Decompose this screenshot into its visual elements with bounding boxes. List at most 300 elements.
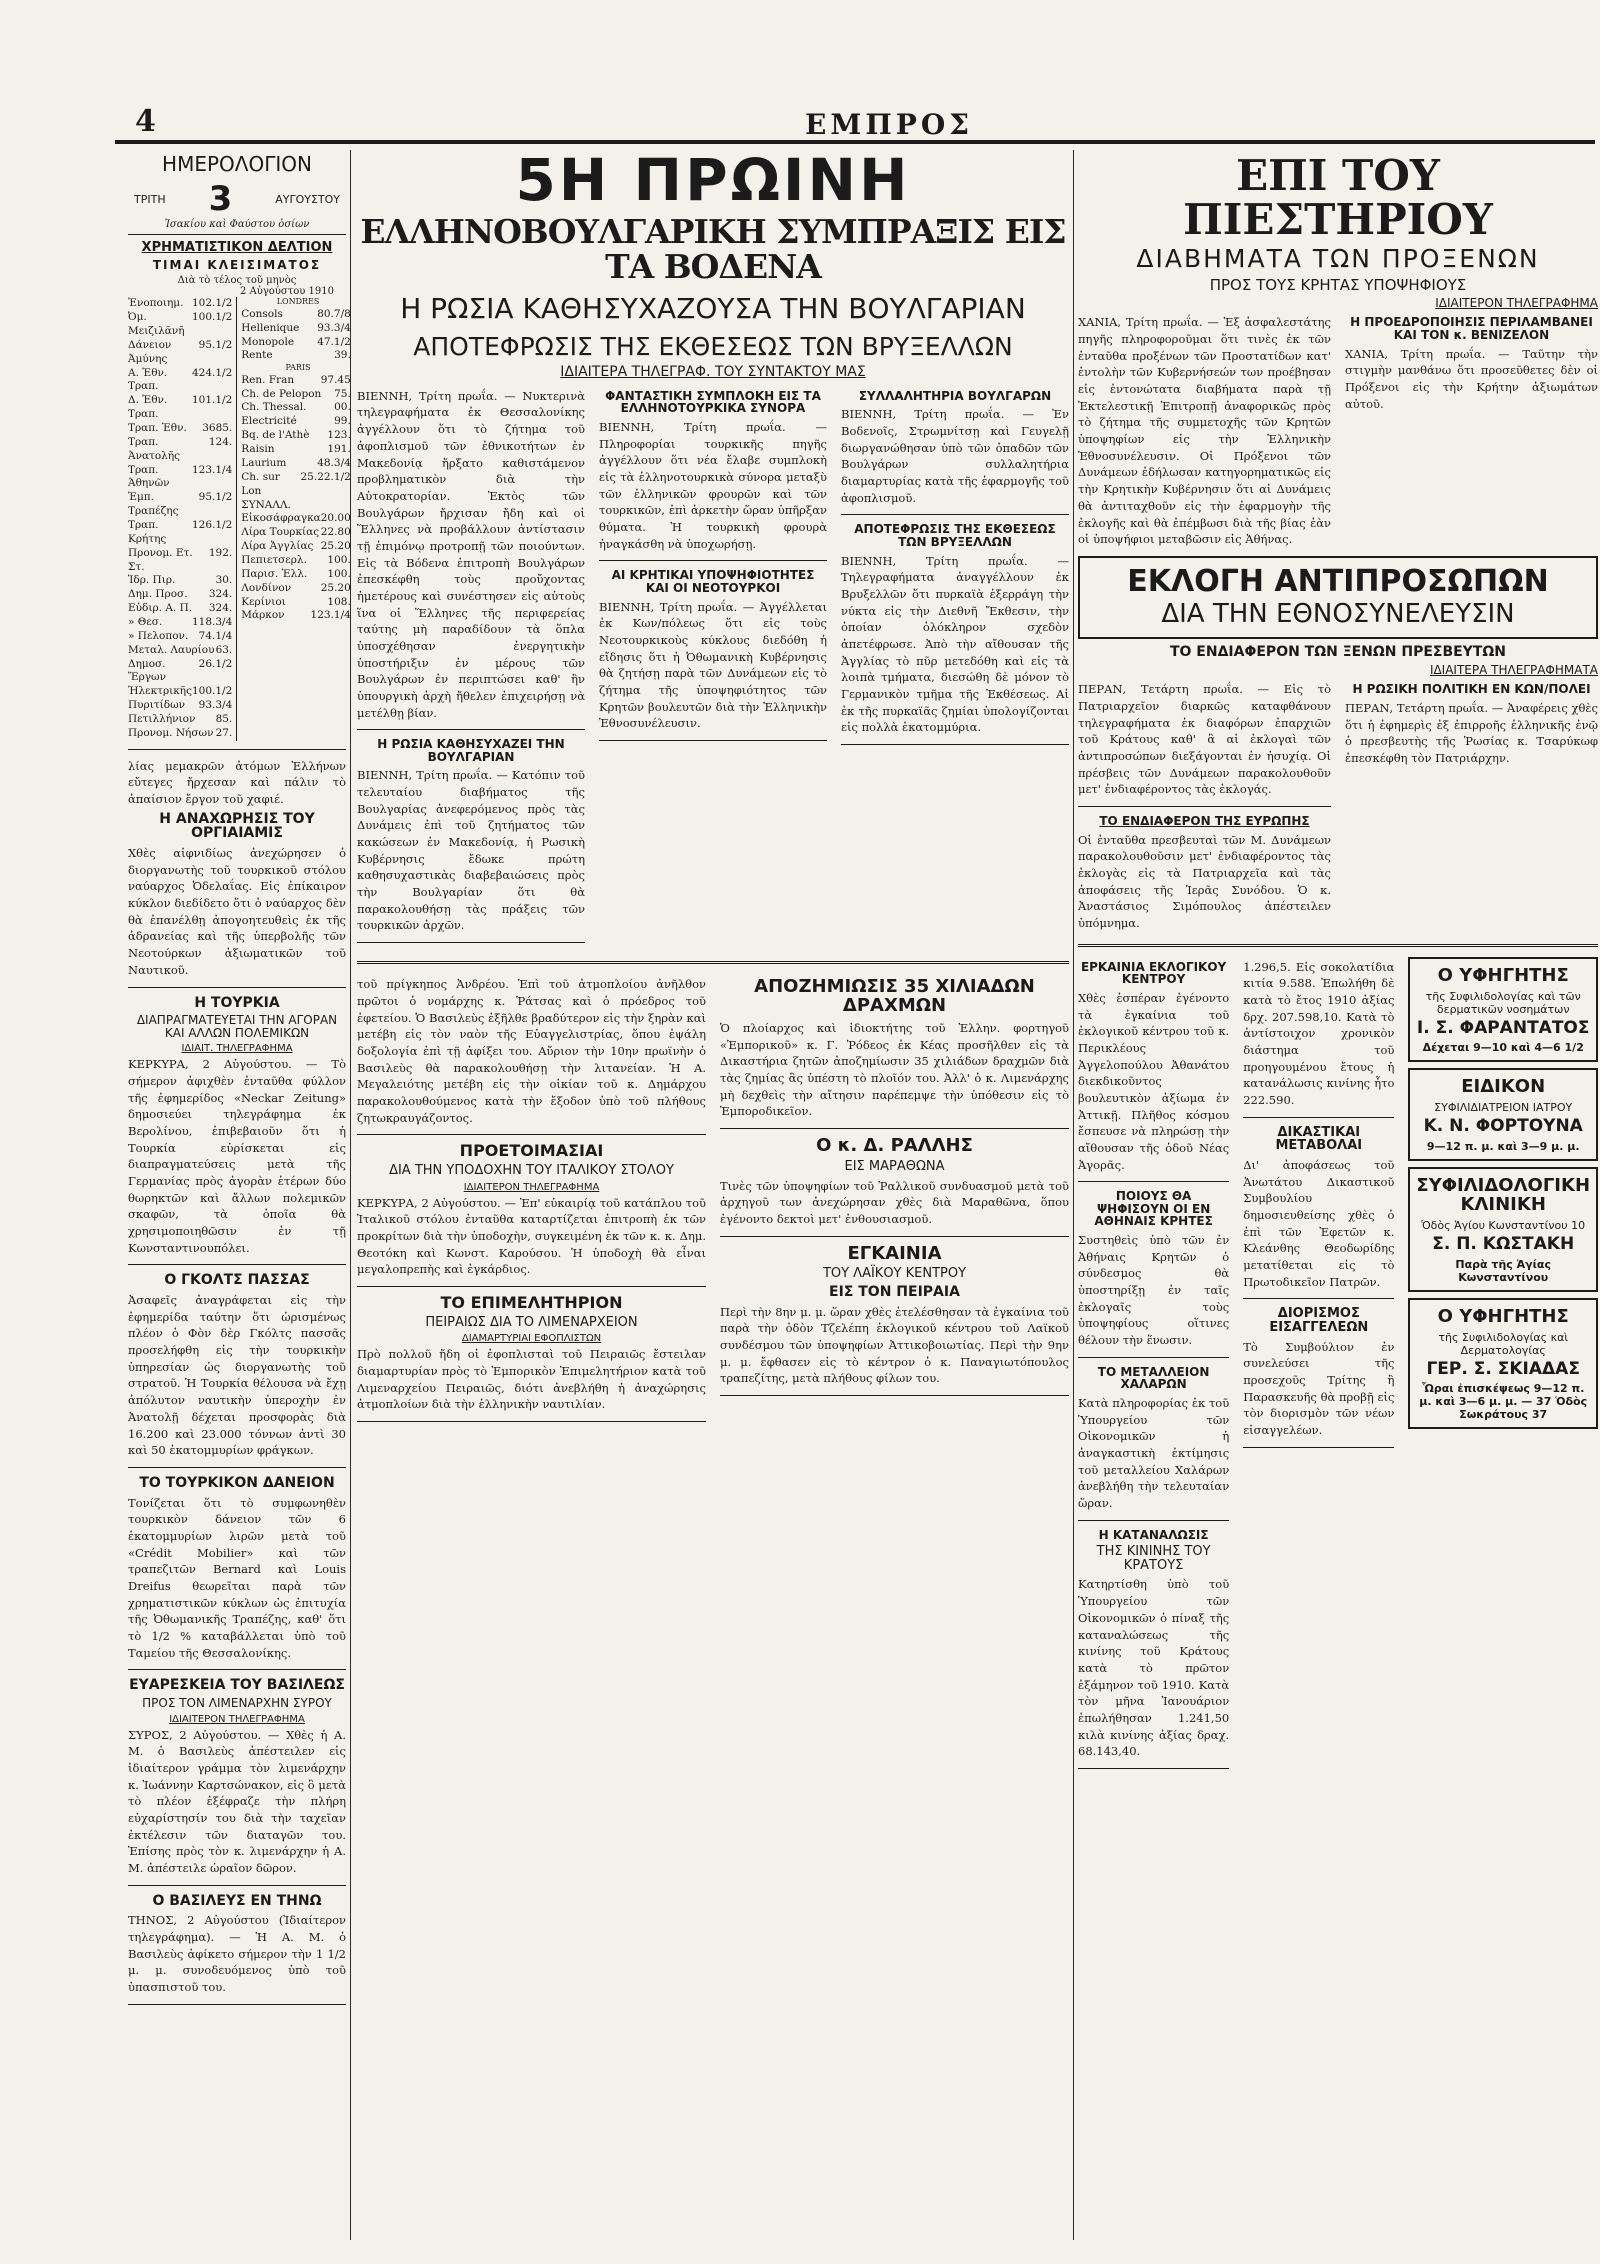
article-body: Περὶ τὴν 8ην μ. μ. ὥραν χθὲς ἐτελέσθησαν τὰ ἐγκαίνια τοῦ παρὰ τὴν ὁδὸν Τζελέπη ἐκλογικοῦ κέντρου τοῦ Λαϊκοῦ συνδέσμου τῶν ὑποψηφίων Ἀττικοβοιωτίας. Περὶ τὴν 9ην μ. μ. ἔφθασεν εἰς τὸ κέντρον ὁ κ. Παναγιωτόπουλος τραπεζίτης, μετὰ πλήθους φίλων του. [720, 1304, 1069, 1386]
article-divider [357, 729, 585, 730]
market-row [128, 630, 236, 644]
russia-body: ΠΕΡΑΝ, Τετάρτη πρωΐα. — Ἀναφέρεις χθὲς ὅτι ἡ ἐφημερὶς ἐξ ἐπιρροῆς ἑλληνικῆς ἐνῷ ὁ πρεσβευτὴς τῆς Ῥωσίας κ. Τσαρύκωφ ἐπεσκέφθη τὸν Πατριάρχην. [1345, 700, 1598, 765]
article-title: Η ΑΝΑΧΩΡΗΣΙΣ ΤΟΥ ΟΡΓΙΑΙΑΜΙΣ [159, 810, 315, 842]
london-label: LONDRES [276, 297, 320, 307]
market-value: 74.1/4 [198, 629, 233, 642]
article-body: ΒΙΕΝΝΗ, Τρίτη πρωΐα. — Πληροφορίαι τουρκικῆς πηγῆς ἀγγέλλουν ὅτι νέα ἔλαβε συμπλοκὴ εἰς τὰ ἑλληνοτουρκικὰ σύνορα μεταξὺ τῶν ἑλληνικῶν φρουρῶν καὶ τῶν τουρκικῶν, ἐπὶ ἀρκετὴν ὥραν ὑπῆρξαν θύματα. Ἡ τουρκικὴ φρουρὰ ἠναγκάσθη νὰ ὑποχωρήσῃ. [599, 420, 827, 551]
ad-name: Ι. Σ. ΦΑΡΑΝΤΑΤΟΣ [1416, 1017, 1590, 1038]
market-bulletin [128, 240, 351, 808]
headline-cretans: ΠΡΟΣ ΤΟΥΣ ΚΡΗΤΑΣ ΥΠΟΨΗΦΙΟΥΣ [1209, 276, 1467, 295]
article-subtitle: ΠΡΟΣ ΤΟΝ ΛΙΜΕΝΑΡΧΗΝ ΣΥΡΟΥ [142, 1695, 332, 1710]
ad-name: ΓΕΡ. Σ. ΣΚΙΑΔΑΣ [1426, 1358, 1580, 1379]
article-label: ΔΙΑΜΑΡΤΥΡΙΑΙ ΕΦΟΠΛΙΣΤΩΝ [461, 1333, 602, 1345]
market-row [241, 388, 355, 402]
article [357, 1295, 706, 1422]
article-subtitle: ΔΙΑ ΤΗΝ ΥΠΟΔΟΧΗΝ ΤΟΥ ΙΤΑΛΙΚΟΥ ΣΤΟΛΟΥ [389, 1163, 674, 1178]
market-row [241, 415, 355, 429]
market-row [241, 554, 355, 568]
article-body: 1.296,5. Εἰς σοκολατίδια κιτία 9.588. Ἐπωλήθη δὲ κατὰ τὸ ἔτος 1910 ἀξίας δρχ. 207.598,10. Κατὰ τὸ ἀντίστοιχον χρονικὸν διάστημα τοῦ προηγουμένου ἔτους ἡ κατανάλωσις κινίνης ἦτο 222.590. [1243, 959, 1395, 1108]
market-row [128, 422, 236, 436]
market-name: Κερίνιοι [241, 595, 286, 608]
center-column [357, 146, 1069, 1430]
market-row [241, 471, 355, 499]
ad-hours: Παρὰ τῆς Ἁγίας Κωνσταντίνου [1455, 1257, 1552, 1284]
europe-title: ΤΟ ΕΝΔΙΑΦΕΡΟΝ ΤΗΣ ΕΥΡΩΠΗΣ [1099, 814, 1310, 829]
market-name: Δημοσ. Ἔργων [128, 657, 166, 684]
article-body: ΒΙΕΝΝΗ, Τρίτη πρωΐα. — Τηλεγραφήματα ἀναγγέλλουν ἐκ Βρυξελλῶν ὅτι πυρκαϊὰ ἐξερράγη τὴν νύκτα εἰς τὴν Διεθνῆ Ἔκθεσιν, τὴν ὁποίαν ὁλόκληρον σχεδὸν ἀπετέφρωσε. Ἀπὸ τὴν αἴθουσαν τῆς Ἀγγλίας τὸ πῦρ μετεδόθη καὶ εἰς τὰ λοιπὰ τμήματα, διεσώθη δὲ μόνον τὸ Γερμανικὸν τμῆμα τῆς Ἐκθέσεως. Αἱ ἐκ τῆς πυρκαϊᾶς ζημίαι ὑπολογίζονται εἰς πολλὰ ἑκατομμύρια. [841, 553, 1069, 735]
article-title: ΑΠΟΤΕΦΡΩΣΙΣ ΤΗΣ ΕΚΘΕΣΕΩΣ ΤΩΝ ΒΡΥΞΕΛΛΩΝ [854, 522, 1056, 550]
article [1078, 1190, 1229, 1357]
market-name: Ch. Thessal. [241, 401, 307, 414]
article-title: ΠΡΟΕΤΟΙΜΑΣΙΑΙ [459, 1141, 604, 1161]
market-value: 191. [327, 443, 351, 456]
market-value: 102.1/2 [191, 297, 233, 310]
calendar-month: ΑΥΓΟΥΣΤΟΥ [275, 192, 340, 206]
market-name: Λονδίνον [241, 581, 292, 594]
article-divider [720, 1128, 1069, 1129]
article [599, 569, 827, 741]
article-title: ΤΟ ΕΠΙΜΕΛΗΤΗΡΙΟΝ [440, 1293, 623, 1312]
ad-subtitle: Ὁδὸς Ἁγίου Κωνσταντίνου 10 [1421, 1218, 1586, 1232]
market-value: 123.1/4 [191, 463, 233, 476]
headline-press: ΕΠΙ ΤΟΥ ΠΙΕΣΤΗΡΙΟΥ [1183, 151, 1493, 245]
calendar-heading: ΗΜΕΡΟΛΟΓΙΟΝ [162, 152, 312, 176]
market-row [241, 401, 355, 415]
article-divider [1078, 1357, 1229, 1358]
market-name: Προνομ. Ετ. Στ. [128, 546, 193, 573]
market-value: 324. [208, 602, 233, 615]
market-name: Laurium [241, 456, 287, 469]
center-lower-articles [357, 974, 1069, 1430]
article-title: ΦΑΝΤΑΣΤΙΚΗ ΣΥΜΠΛΟΚΗ ΕΙΣ ΤΑ ΕΛΛΗΝΟΤΟΥΡΚΙΚΑ ΣΥΝΟΡΑ [605, 388, 821, 416]
market-value: 324. [208, 588, 233, 601]
article-label: ΙΔΙΑΙΤ. ΤΗΛΕΓΡΑΦΗΜΑ [181, 1043, 293, 1055]
article-title: ΣΥΛΛΑΛΗΤΗΡΙΑ ΒΟΥΛΓΑΡΩΝ [858, 388, 1052, 403]
article [128, 1678, 346, 1885]
ad-subtitle: τῆς Συφιλιδολογίας καὶ Δερματολογίας [1438, 1330, 1569, 1357]
article-body: ΚΕΡΚΥΡΑ, 2 Αὐγούστου. — Ἐπ' εὐκαιρίᾳ τοῦ κατάπλου τοῦ Ἰταλικοῦ στόλου ἐνταῦθα καταρτίζεται ἐπιτροπὴ ἐκ τῶν προκρίτων διὰ τὴν ὑποδοχὴν, συγκειμένη ἐκ τῶν κ. κ. Δημ. Θεοτόκη καὶ Κωνστ. Καρούσου. Ἡ ὑποδοχὴ θὰ εἶναι μεγαλοπρεπὴς καὶ ἐγκάρδιος. [357, 1195, 706, 1277]
article-body: Ὁ πλοίαρχος καὶ ἰδιοκτήτης τοῦ Ἑλλην. φορτηγοῦ «Ἐμπορικοῦ» κ. Γ. Ῥόδεος ἐκ Κέας προσῆλθεν εἰς τὰ Δικαστήρια ζητῶν ἀποζημίωσιν 35 χιλιάδων δραχμῶν διὰ τὰς ζημίας ἃς ὑπέστη τὸ πλοῖόν του. Ἀλλ' ὁ κ. Λιμενάρχης μὴ δεχθεὶς τὴν αἴτησιν παρέπεμψε τὴν ὑπόθεσιν εἰς τὸ Ἐμποροδικεῖον. [720, 1020, 1069, 1119]
market-name: Τραπ. Ἀθηνῶν [128, 463, 170, 490]
article-subtitle: ΔΙΑΠΡΑΓΜΑΤΕΥΕΤΑΙ ΤΗΝ ΑΓΟΡΑΝ ΚΑΙ ΑΛΛΩΝ ΠΟΛΕΜΙΚΩΝ [136, 1013, 338, 1040]
market-value: 20.00 [320, 512, 351, 525]
market-name: Παρισ. Ἐλλ. [241, 567, 308, 580]
article-body: Τινὲς τῶν ὑποψηφίων τοῦ Ῥαλλικοῦ συνδυασμοῦ μετὰ τοῦ ἀρχηγοῦ των ἀνεχώρησαν χθὲς διὰ Μαραθῶνα, ὅπου ἐγένοντο δεκτοὶ μετ' ἐνθουσιασμοῦ. [720, 1178, 1069, 1226]
market-row [128, 339, 236, 367]
article [841, 390, 1069, 516]
article-subtitle: ΤΟΥ ΛΑΪΚΟΥ ΚΕΝΤΡΟΥ [822, 1266, 967, 1282]
market-name: Ch. sur Lon [241, 470, 280, 497]
market-name: Τραπ. Ἀνατολῆς [128, 435, 181, 462]
market-value: 25.22.1/2 [300, 470, 351, 483]
market-value: 95.1/2 [198, 338, 233, 351]
market-name: Electricité [241, 415, 297, 428]
europe-body: Οἱ ἐνταῦθα πρεσβευταὶ τῶν Μ. Δυνάμεων παρακολουθοῦσιν μετ' ἐνδιαφέροντος τὰς ἐκλογὰς εἰς τὰ Πατριαρχεῖα καὶ τὰς ἀποφάσεις τῆς Ἱερᾶς Συνόδου. Ὁ κ. Ἀναστάσιος Σιμόπουλος ἀπέστειλεν ὑπόμνημα. [1078, 832, 1331, 930]
market-footer: λίας μεμακρῶν ἀτόμων Ἑλλήνων εὔτεγες ἤρχεσαν καὶ πάλιν τὸ ἀπαίσιον ἔργον τοῦ χαφιέ. [128, 758, 346, 807]
market-name: Bq. de l'Athè [241, 429, 310, 442]
market-name: Rente [241, 349, 273, 362]
market-name: Ren. Fran [241, 373, 295, 386]
advertisement [1408, 1298, 1598, 1430]
article-divider [128, 1885, 346, 1886]
ad-hours: Ὧραι ἐπισκέψεως 9—12 π. μ. καὶ 3—6 μ. μ. — 37 Ὁδὸς Σωκράτους 37 [1419, 1382, 1588, 1422]
article-divider [357, 942, 585, 943]
market-name: Προνομ. Νήσων [128, 726, 214, 739]
market-row [128, 436, 236, 464]
market-value: 93.3/4 [317, 321, 351, 334]
market-value: 3685. [202, 421, 233, 434]
article-title: ΑΙ ΚΡΗΤΙΚΑΙ ΥΠΟΨΗΦΙΟΤΗΤΕΣ ΚΑΙ ΟΙ ΝΕΟΤΟΥΡΚΟΙ [611, 568, 815, 595]
market-name: Ἱδρ. Πιρ. [128, 574, 176, 587]
article-divider [841, 514, 1069, 515]
market-value: 47.1/2 [317, 335, 351, 348]
premier-title: Η ΠΡΟΕΔΡΟΠΟΙΗΣΙΣ ΠΕΡΙΛΑΜΒΑΝΕΙ ΚΑΙ ΤΟΝ κ. ΒΕΝΙΖΕΛΟΝ [1350, 315, 1593, 343]
market-row [241, 308, 355, 322]
calendar-weekday: ΤΡΙΤΗ [134, 192, 166, 206]
article-divider [720, 1236, 1069, 1237]
market-row [241, 443, 355, 457]
market-name: Μάρκον [241, 609, 285, 622]
market-date: 2 Αὐγούστου 1910 [239, 286, 334, 298]
market-value: 26.1/2 [198, 657, 233, 670]
article-divider [357, 1134, 706, 1135]
right-bottom [1078, 957, 1598, 1777]
headline-alliance: ΕΛΛΗΝΟΒΟΥΛΓΑΡΙΚΗ ΣΥΜΠΡΑΞΙΣ ΕΙΣ ΤΑ ΒΟΔΕΝΑ [360, 211, 1066, 286]
article-body: Κατηρτίσθη ὑπὸ τοῦ Ὑπουργείου τῶν Οἰκονομικῶν ὁ πίναξ τῆς καταναλώσεως τῆς κινίνης τοῦ Κράτους κατὰ τὸ πρῶτον ἑξάμηνον τοῦ 1910. Κατὰ τὸν μῆνα Ἰανουάριον ἐπωλήθησαν 1.241,50 κιλὰ κινίνης ἀξίας δραχ. 68.143,40. [1078, 1577, 1230, 1759]
market-row [241, 609, 355, 623]
market-value: 30. [215, 574, 233, 587]
market-value: 123. [327, 429, 351, 442]
article-title: ΔΙΟΡΙΣΜΟΣ ΕΙΣΑΓΓΕΛΕΩΝ [1269, 1306, 1369, 1335]
article-body: ΒΙΕΝΝΗ, Τρίτη πρωΐα. — Νυκτερινὰ τηλεγραφήματα ἐκ Θεσσαλονίκης ἀγγέλλουν ὅτι τὸ ζήτημα τοῦ ἀφοπλισμοῦ τῶν ἐθνικοτήτων ἐν Μακεδονίᾳ ἤρξατο καθιστάμενον προβληματικὸν διὰ τὴν Αὐτοκρατορίαν. Ἐκτὸς τῶν Βουλγάρων ἤρχισαν ἤδη καὶ οἱ Ἕλληνες νὰ προβάλλουν ἀντίστασιν τῇ ἐπιμόνῳ προτροπῇ τῶν ποιούντων. Εἰς τὰ Βόδενα ἐπιτροπὴ Βουλγάρων ἐπεσκέφθη τοὺς προὔχοντας ἡμετέρους καὶ συνέστησεν εἰς αὐτοὺς ἵνα οἱ Ἕλληνες τῆς περιφερείας ταύτης μὴ παραδίδουν τὰ ὅπλα ὑποσχέθησαν ἐνεργητικὴν ὑποστήριξιν ἐν μέρους τῶν Βουλγάρων ἐν περιπτώσει καθ' ἣν ὑπουργικὴ ἀρχὴ ἤθελεν ἐπιχειρήσῃ νὰ μετέλθῃ βίαν. [357, 388, 585, 720]
article-subtitle: ΤΗΣ ΚΙΝΙΝΗΣ ΤΟΥ ΚΡΑΤΟΥΣ [1096, 1544, 1211, 1573]
article-divider [1243, 1117, 1394, 1118]
article-divider [599, 740, 827, 741]
article-title: Ο ΓΚΟΛΤΣ ΠΑΣΣΑΣ [164, 1272, 310, 1289]
article [720, 978, 1069, 1129]
article [357, 388, 585, 730]
article-label: ΙΔΙΑΙΤΕΡΟΝ ΤΗΛΕΓΡΑΦΗΜΑ [169, 1713, 305, 1725]
market-value: 27. [215, 726, 233, 739]
market-row [128, 464, 236, 492]
market-name: Δ. Ἐθν. Τραπ. [128, 394, 168, 421]
market-value: 22.80 [320, 526, 351, 539]
market-name: Ὀμ. Μειζιλᾶνῆ [128, 311, 185, 337]
page-number: 4 [135, 104, 156, 139]
market-value: 95.1/2 [198, 491, 233, 504]
market-row [128, 588, 236, 602]
article [1243, 1126, 1394, 1300]
article-body: Τὸ Συμβούλιον ἐν συνελεύσει τῆς προσεχοῦς Τρίτης ἢ Παρασκευῆς θὰ προβῇ εἰς τὸν διορισμὸν τῶν νέων εἰσαγγελέων. [1243, 1339, 1395, 1437]
market-value: 100. [327, 567, 351, 580]
market-row [241, 322, 355, 336]
headline-first-edition: 5Η ΠΡΩΙΝΗ [515, 146, 911, 214]
byline: ΙΔΙΑΙΤΕΡΑ ΤΗΛΕΓΡΑΦ. ΤΟΥ ΣΥΝΤΑΚΤΟΥ ΜΑΣ [560, 363, 866, 380]
article-body: ΒΙΕΝΝΗ, Τρίτη πρωΐα. — Ἐν Βοδενοῖς, Στρωμνίτσῃ καὶ Γευγελῇ διωργανώθησαν ὑπὸ τῶν ὀπαδῶν τῶν Βουλγάρων συλλαλητήρια διαμαρτυρίας κατὰ τῆς ἐφαρμογῆς τοῦ ἀφοπλισμοῦ. [841, 407, 1069, 505]
article-title: Η ΡΩΣΙΑ ΚΑΘΗΣΥΧΑΖΕΙ ΤΗΝ ΒΟΥΛΓΑΡΙΑΝ [377, 737, 565, 764]
ad-name: Κ. Ν. ΦΟΡΤΟΥΝΑ [1423, 1116, 1583, 1137]
article [1243, 959, 1394, 1118]
article-divider [1078, 1768, 1229, 1769]
election-title-3: ΤΟ ΕΝΔΙΑΦΕΡΟΝ ΤΩΝ ΞΕΝΩΝ ΠΡΕΣΒΕΥΤΩΝ [1169, 643, 1506, 660]
market-value: 100.1/2 [191, 685, 233, 698]
article-title: ΤΟ ΜΕΤΑΛΛΕΙΟΝ ΧΑΛΑΡΩΝ [1097, 1364, 1210, 1392]
article-title: ΕΥΑΡΕΣΚΕΙΑ ΤΟΥ ΒΑΣΙΛΕΩΣ [129, 1677, 345, 1694]
market-row [241, 540, 355, 554]
market-name: » Πελοπον. [128, 629, 189, 642]
article-subtitle: ΠΕΙΡΑΙΩΣ ΔΙΑ ΤΟ ΛΙΜΕΝΑΡΧΕΙΟΝ [425, 1314, 638, 1330]
market-value: 100. [327, 553, 351, 566]
market-name: Hellenique [241, 321, 300, 334]
article-body: Πρὸ πολλοῦ ἤδη οἱ ἐφοπλισταὶ τοῦ Πειραιῶς ἔστειλαν διαμαρτυρίαν πρὸς τὸ Ἐμπορικὸν Ἐπιμελητήριον κατὰ τοῦ Λιμεναρχείου Πειραιῶς, διότι ἀνεβλήθη ἡ ἀναχώρησις ἀτμοπλοίων διὰ τὴν ἑλληνικὴν ναυτιλίαν. [357, 1347, 706, 1412]
market-row [128, 616, 236, 630]
column-rule-right [1073, 150, 1074, 2240]
market-name: Δάνειον Ἀμύνης [128, 338, 172, 365]
election-label: ΙΔΙΑΙΤΕΡΑ ΤΗΛΕΓΡΑΦΗΜΑΤΑ [1429, 663, 1598, 678]
article-body: Ἀσαφεῖς ἀναγράφεται εἰς τὴν ἐφημερίδα ταύτην ὅτι ὡρισμένως πλέον ὁ Φὸν δὲρ Γκόλτς πασσᾶς προσελήφθη εἰς τὴν τουρκικὴν ὑπηρεσίαν ὡς διοργανωτὴς τοῦ στρατοῦ. Ἡ Τουρκία θέλουσα νὰ ἔχῃ ἀπόλυτον ναυτικὴν ὑπεροχὴν ἐν Ἀνατολῇ δέχεται προσφορὰς διὰ 16.200 καὶ 23.000 τόννων ἀντὶ 30 καὶ 50 ἑκατομμυρίων φράγκων. [128, 1293, 346, 1458]
ad-hours: 9—12 π. μ. καὶ 3—9 μ. μ. [1426, 1140, 1580, 1154]
article [1078, 961, 1229, 1183]
article-divider [1078, 1520, 1229, 1521]
right-main-body: ΧΑΝΙΑ, Τρίτη πρωΐα. — Ἐξ ἀσφαλεστάτης πηγῆς πληροφοροῦμαι ὅτι τινὲς ἐκ τῶν ἐνταῦθα προξένων τῶν Προστατίδων κατ' ἐντολὴν τῶν Κυβερνήσεών των προέβησαν εἰς ἐντονώτατα διαβήματα παρὰ τῇ Ἐκτελεστικῇ Ἐπιτροπῇ ἀναφορικῶς πρὸς τὸ ζήτημα τῆς συμμετοχῆς τῶν Κρητῶν ὑποψηφίων εἰς τὴν Ἑλληνικὴν Ἐθνοσυνέλευσιν. Οἱ Πρόξενοι τῶν Δυνάμεων ἐδήλωσαν κατηγορηματικῶς εἰς τὴν Κρητικὴν Κυβέρνησιν ὅτι αἱ Δυνάμεις θὰ ἀντιταχθοῦν εἰς τὴν ἐφαρμογὴν τῆς ἐκλογῆς καὶ θὰ ἐπέμβωσι διὰ τῆς βίας ἐὰν οἱ ὑποψήφιοι μεταβῶσιν εἰς Ἀθήνας. [1078, 315, 1331, 547]
market-row [241, 374, 355, 388]
market-name: Raisin [241, 443, 275, 456]
market-name: Πυριτίδων [128, 699, 186, 712]
market-name: Ἐνοποιημ. [128, 297, 184, 310]
market-name: Δημ. Προσ. [128, 588, 188, 601]
election-title-2: ΔΙΑ ΤΗΝ ΕΘΝΟΣΥΝΕΛΕΥΣΙΝ [1161, 599, 1515, 630]
market-row [128, 519, 236, 547]
market-row [128, 367, 236, 395]
market-row [128, 685, 236, 699]
article [128, 1894, 346, 2005]
article-body: Χθὲς αἰφνιδίως ἀνεχώρησεν ὁ διοργανωτὴς τοῦ τουρκικοῦ στόλου ναύαρχος Ὀδελαΐας. Εἰς ἐπίκαιρον κύκλον διεδίδετο ὅτι ὁ ναύαρχος δὲν θὰ ἐπανέλθῃ ἀπογοητευθεὶς ἐκ τῆς ἀδρανείας καὶ τῆς ὑπερβολῆς τῶν Νεοτούρκων ἀξιωματικῶν τοῦ Ναυτικοῦ. [128, 846, 346, 977]
market-name: Μεταλ. Λαυρίου [128, 643, 215, 656]
article-divider [128, 1467, 346, 1468]
market-value: 75. [334, 387, 351, 400]
headline-russia: Η ΡΩΣΙΑ ΚΑΘΗΣΥΧΑΖΟΥΣΑ ΤΗΝ ΒΟΥΛΓΑΡΙΑΝ [400, 292, 1026, 326]
article-divider [720, 1395, 1069, 1396]
market-note: Διὰ τὸ τέλος τοῦ μηνὸς [177, 275, 297, 287]
article [1078, 1529, 1229, 1769]
market-name: Ch. de Pelopon [241, 387, 322, 400]
article [1243, 1307, 1394, 1447]
market-row [241, 457, 355, 471]
article-title: ΔΙΚΑΣΤΙΚΑΙ ΜΕΤΑΒΟΛΑΙ [1275, 1124, 1363, 1154]
center-upper-articles [357, 386, 1069, 951]
market-table [128, 297, 351, 741]
market-name: ΣΥΝΑΛΛ. [241, 498, 291, 511]
market-name: Λίρα Ἀγγλίας [241, 540, 314, 553]
article [841, 523, 1069, 745]
advertisement [1408, 1167, 1598, 1292]
masthead [115, 104, 1595, 144]
calendar-day: 3 [208, 179, 233, 219]
ad-name: Σ. Π. ΚΩΣΤΑΚΗ [1432, 1233, 1575, 1254]
article [128, 812, 346, 988]
advertisement [1408, 1068, 1598, 1161]
article-subtitle: ΕΙΣ ΜΑΡΑΘΩΝΑ [844, 1158, 945, 1174]
market-row [241, 336, 355, 350]
market-row [128, 727, 236, 741]
market-row [128, 699, 236, 713]
article-divider [599, 560, 827, 561]
market-row [128, 644, 236, 658]
market-local-list [128, 297, 236, 741]
paper-title: ΕΜΠΡΟΣ [805, 108, 974, 141]
article-body: ΣΥΡΟΣ, 2 Αὐγούστου. — Χθὲς ἡ Α. Μ. ὁ Βασιλεὺς ἀπέστειλεν εἰς ἰδιαίτερον γράμμα τὸν λιμενάρχην κ. Ἰωάννην Καρτσώνακον, εἰς ὃ μετὰ τὸ πλέον ἐξέφραζε τὴν πλήρη εὐχαρίστησίν του διὰ τὴν ταχεῖαν ἐκτέλεσιν τῶν διαταγῶν του. Ἐπίσης πρὸς τὸν κ. λιμενάρχην ἡ Α. Μ. ἀπέστειλε ὡραῖον δῶρον. [128, 1727, 346, 1875]
article-body: Κατὰ πληροφορίας ἐκ τοῦ Ὑπουργείου τῶν Οἰκονομικῶν ἡ ἀναγκαστικὴ ἐκτίμησις τοῦ μεταλλείου Χαλάρων ἀνεβλήθη τὴν τελευταίαν ὥραν. [1078, 1395, 1230, 1510]
ad-subtitle: ΣΥΦΙΛΙΔΙΑΤΡΕΙΟΝ ΙΑΤΡΟΥ [1434, 1101, 1573, 1115]
market-value: 126.1/2 [191, 518, 233, 531]
right-main-label: ΙΔΙΑΙΤΕΡΟΝ ΤΗΛΕΓΡΑΦΗΜΑ [1435, 296, 1598, 311]
market-row [241, 596, 355, 610]
market-value: 101.1/2 [191, 394, 233, 407]
market-row [128, 311, 236, 339]
market-name: Εἰκοσάφραγκα [241, 512, 321, 525]
market-heading: ΧΡΗΜΑΤΙΣΤΙΚΟΝ ΔΕΛΤΙΟΝ [141, 240, 333, 255]
article [128, 1476, 346, 1670]
paris-label: PARIS [285, 363, 311, 373]
market-value: 93.3/4 [198, 699, 233, 712]
article-divider [841, 744, 1069, 745]
article-divider [128, 1669, 346, 1670]
market-row [241, 568, 355, 582]
market-row [128, 491, 236, 519]
article-divider [128, 987, 346, 988]
calendar [128, 154, 346, 235]
market-value: 108. [327, 595, 351, 608]
market-value: 25.20 [320, 581, 351, 594]
market-value: 124. [208, 435, 233, 448]
market-row [241, 499, 355, 513]
election-title: ΕΚΛΟΓΗ ΑΝΤΙΠΡΟΣΩΠΩΝ [1127, 563, 1549, 599]
left-column [128, 150, 351, 2013]
market-row [241, 582, 355, 596]
article-title: ΠΟΙΟΥΣ ΘΑ ΨΗΦΙΣΟΥΝ ΟΙ ΕΝ ΑΘΗΝΑΙΣ ΚΡΗΤΕΣ [1094, 1189, 1213, 1229]
ad-title: ΣΥΦΙΛΙΔΟΛΟΓΙΚΗ ΚΛΙΝΙΚΗ [1416, 1175, 1591, 1216]
headline-consuls: ΔΙΑΒΗΜΑΤΑ ΤΩΝ ΠΡΟΞΕΝΩΝ [1136, 244, 1540, 274]
market-name: Πετιλλήνιον [128, 713, 196, 726]
article-divider [128, 2004, 346, 2005]
left-articles [128, 812, 346, 2005]
article-title: Η ΤΟΥΡΚΙΑ [194, 994, 280, 1011]
market-row [128, 713, 236, 727]
market-subheading: ΤΙΜΑΙ ΚΛΕΙΣΙΜΑΤΟΣ [152, 257, 322, 272]
market-row [128, 394, 236, 422]
article-title: ΕΓΚΑΙΝΙΑ [847, 1242, 942, 1264]
market-value: 192. [208, 546, 233, 559]
calendar-saints: Ἰσακίου καὶ Φαύστου ὁσίων [164, 219, 310, 230]
market-row [128, 297, 236, 311]
article-body: ΤΗΝΟΣ, 2 Αὐγούστου (Ἰδιαίτερον τηλεγράφημα). — Ἡ Α. Μ. ὁ Βασιλεὺς ἀφίκετο σήμερον τὴν 1 1/2 μ. μ. συνοδευόμενος ὑπὸ τοῦ ὑπασπιστοῦ του. [128, 1913, 346, 1994]
article-divider [1078, 1181, 1229, 1182]
market-row [128, 602, 236, 616]
market-value: 00. [334, 401, 351, 414]
market-value: 48.3/4 [317, 456, 351, 469]
article [128, 996, 346, 1266]
article-subtitle: ΕΙΣ ΤΟΝ ΠΕΙΡΑΙΑ [829, 1284, 960, 1301]
market-name: Ἠλεκτρικῆς [128, 685, 192, 698]
market-value: 39. [334, 349, 351, 362]
market-value: 97.45 [320, 373, 351, 386]
article [599, 390, 827, 562]
article-label: ΙΔΙΑΙΤΕΡΟΝ ΤΗΛΕΓΡΑΦΗΜΑ [463, 1181, 600, 1193]
ad-title: Ο ΥΦΗΓΗΤΗΣ [1437, 964, 1569, 986]
headline-brussels: ΑΠΟΤΕΦΡΩΣΙΣ ΤΗΣ ΕΚΘΕΣΕΩΣ ΤΩΝ ΒΡΥΞΕΛΛΩΝ [413, 331, 1013, 361]
market-name: Τραπ. Κρήτης [128, 518, 167, 545]
article-divider [357, 1286, 706, 1287]
article-body: τοῦ πρίγκηπος Ἀνδρέου. Ἐπὶ τοῦ ἀτμοπλοίου ἀνῆλθον πρῶτοι ὁ νομάρχης κ. Ῥάτσας καὶ ὁ πρόεδρος τοῦ ἐφετείου. Ὁ Βασιλεὺς ἐξῆλθε βραδύτερον εἰς τὴν ξηρὰν καὶ μετέβη εἰς τὸν ναὸν τῆς Εὐαγγελιστρίας, ὅπου ἐψάλη δοξολογία ἐπὶ τῇ ἀφίξει του. Αὔριον τὴν 10ην πρωϊνὴν ὁ Βασιλεὺς θὰ παρακολουθήσῃ τὴν λιτανείαν. Ἡ Α. Μεγαλειότης μετέβη εἰς τὴν οἰκίαν τοῦ κ. Δημάρχου παρακολουθούμενος κατὰ τὴν ἔξοδον ὑπὸ τοῦ πλήθους ζητωκραυγάζοντος. [357, 977, 706, 1125]
article-body: ΒΙΕΝΝΗ, Τρίτη πρωΐα. — Κατόπιν τοῦ τελευταίου διαβήματος τῆς Βουλγαρίας ἀνεφερόμενος πρὸς τὰς Δυνάμεις ἐπὶ τοῦ ζητήματος τῶν κακώσεων ἐν Μακεδονίᾳ, ἡ Ρωσικὴ Κυβέρνησις ἔδωκε πρώτη καθησυχαστικὰς διαβεβαιώσεις πρὸς τὴν Βουλγαρίαν ὅτι θὰ παρακολουθήσῃ τὰς πράξεις τῶν τουρκικῶν ἀρχῶν. [357, 768, 585, 933]
market-value: 63. [215, 643, 233, 656]
market-row [241, 429, 355, 443]
market-value: 100.1/2 [191, 311, 233, 324]
premier-body: ΧΑΝΙΑ, Τρίτη πρωΐα. — Ταῦτην τὴν στιγμὴν μανθάνω ὅτι προσεῦθετες δὲν οἱ Πρόξενοι εἰς τὴν Κρήτην ἀξιωμάτων αὐτοῦ. [1345, 346, 1598, 411]
election-body: ΠΕΡΑΝ, Τετάρτη πρωΐα. — Εἰς τὸ Πατριαρχεῖον διαρκῶς καταφθάνουν τηλεγραφήματα ἐκ διαφόρων ἐπαρχιῶν τοῦ Κράτους καθ' ἃ αἱ ἐκλογαὶ τῶν ἀντιπροσώπων διεξάγονται ἐν ἡσυχίᾳ. Οἱ πρέσβεις τῶν Δυνάμεων παρακολουθοῦν μετ' ἐνδιαφέροντος τὰς ἐκλογάς. [1078, 682, 1331, 797]
article-body: Χθὲς ἑσπέραν ἐγένοντο τὰ ἐγκαίνια τοῦ ἐκλογικοῦ κέντρου τοῦ κ. Περικλέους Ἀγγελοπούλου Ἀθανάτου διεκδικοῦντος βουλευτικὸν ἀξίωμα ἐν Ἀττικῇ. Πλῆθος κόσμου ἔσπευσε νὰ πληρώσῃ τὴν αἴθουσαν τῆς ὁδοῦ Νέας Ἀγορᾶς. [1078, 990, 1230, 1172]
market-row [241, 512, 355, 526]
russia-title: Η ΡΩΣΙΚΗ ΠΟΛΙΤΙΚΗ ΕΝ ΚΩΝ/ΠΟΛΕΙ [1352, 682, 1591, 697]
article-body: ΒΙΕΝΝΗ, Τρίτη πρωΐα. — Ἀγγέλλεται ἐκ Κων/πόλεως ὅτι εἰς τοὺς Νεοτουρκικοὺς κύκλους διεδόθη ἡ εἴδησις ὅτι ἡ Ὀθωμανικὴ Κυβέρνησις θὰ ζητήσῃ παρὰ τῶν Δυνάμεων εἰς τὸ ζήτημα τῆς ὑποψηφιότητος τῶν Κρητῶν βουλευτῶν διὰ τὴν Ἑλληνικὴν Ἐθνοσυνέλευσιν. [599, 599, 827, 731]
right-column [1078, 150, 1598, 1777]
election-box [1078, 556, 1598, 639]
market-row [241, 349, 355, 363]
article-body: Τονίζεται ὅτι τὸ συμφωνηθὲν τουρκικὸν δάνειον τῶν 6 ἑκατομμυρίων λιρῶν μετὰ τοῦ «Crédit Mobilier» καὶ τῶν τραπεζιτῶν Bernard καὶ Louis Dreifus θεωρεῖται παρὰ τῶν χρηματιστικῶν κύκλων ὡς ἐπιτυχία τῆς Ὀθωμανικῆς Τραπέζης, καθ' ὅτι τὸ 1/2 % καταβάλλεται ὑπὸ τοῦ Ταμείου τῆς Θεσσαλονίκης. [128, 1495, 346, 1660]
market-value: 123.1/4 [310, 609, 351, 622]
article-title: Ο κ. Δ. ΡΑΛΛΗΣ [816, 1134, 973, 1156]
ad-title: ΕΙΔΙΚΟΝ [1461, 1076, 1546, 1098]
article-divider [1243, 1447, 1394, 1448]
advertisement [1408, 957, 1598, 1063]
article-body: Δι' ἀποφάσεως τοῦ Ἀνωτάτου Δικαστικοῦ Συμβουλίου δημοσιευθείσης χθὲς ὁ ἐπὶ τῶν Ἐφετῶν κ. Κλεάνθης Θεοδωρίδης μετατίθεται εἰς τὸ Πρωτοδικεῖον Πατρῶν. [1243, 1157, 1395, 1289]
article-divider [357, 1421, 706, 1422]
market-name: Πεπιετσερλ. [241, 553, 307, 566]
article [357, 1143, 706, 1287]
article [357, 738, 585, 943]
article-title: ΤΟ ΤΟΥΡΚΙΚΟΝ ΔΑΝΕΙΟΝ [139, 1474, 335, 1491]
market-name: Τραπ. Ἐθν. [128, 421, 187, 434]
market-value: 118.3/4 [191, 616, 233, 628]
market-name: Monopole [241, 335, 295, 348]
market-value: 25.20 [320, 540, 351, 553]
article-title: ΑΠΟΖΗΜΙΩΣΙΣ 35 ΧΙΛΙΑΔΩΝ ΔΡΑΧΜΩΝ [754, 976, 1035, 1017]
market-foreign-list [236, 297, 355, 741]
article-divider [128, 1264, 346, 1265]
ad-subtitle: τῆς Συφιλιδολογίας καὶ τῶν δερματικῶν νοσημάτων [1425, 989, 1581, 1016]
market-name: Εὐδιρ. Α. Π. [128, 602, 193, 615]
article-title: Η ΚΑΤΑΝΑΛΩΣΙΣ [1098, 1527, 1209, 1542]
article-title: ΕΡΚΑΙΝΙΑ ΕΚΛΟΓΙΚΟΥ ΚΕΝΤΡΟΥ [1080, 959, 1227, 987]
article [1078, 1366, 1229, 1521]
market-name: Consols [241, 307, 283, 320]
market-value: 424.1/2 [191, 366, 233, 379]
article-divider [1243, 1298, 1394, 1299]
article [720, 1242, 1069, 1397]
market-name: Λίρα Τουρκίας [241, 526, 320, 539]
market-row [128, 547, 236, 575]
article [720, 1134, 1069, 1237]
market-value: 80.7/8 [317, 307, 351, 320]
article-title: Ο ΒΑΣΙΛΕΥΣ ΕΝ ΤΗΝΩ [152, 1892, 322, 1909]
market-value: 99. [334, 415, 351, 428]
article [357, 976, 706, 1135]
market-row [241, 526, 355, 540]
market-name: » Θεσ. [128, 616, 163, 628]
market-value: 85. [215, 713, 233, 726]
article [128, 1273, 346, 1467]
ad-title: Ο ΥΦΗΓΗΤΗΣ [1437, 1305, 1569, 1327]
